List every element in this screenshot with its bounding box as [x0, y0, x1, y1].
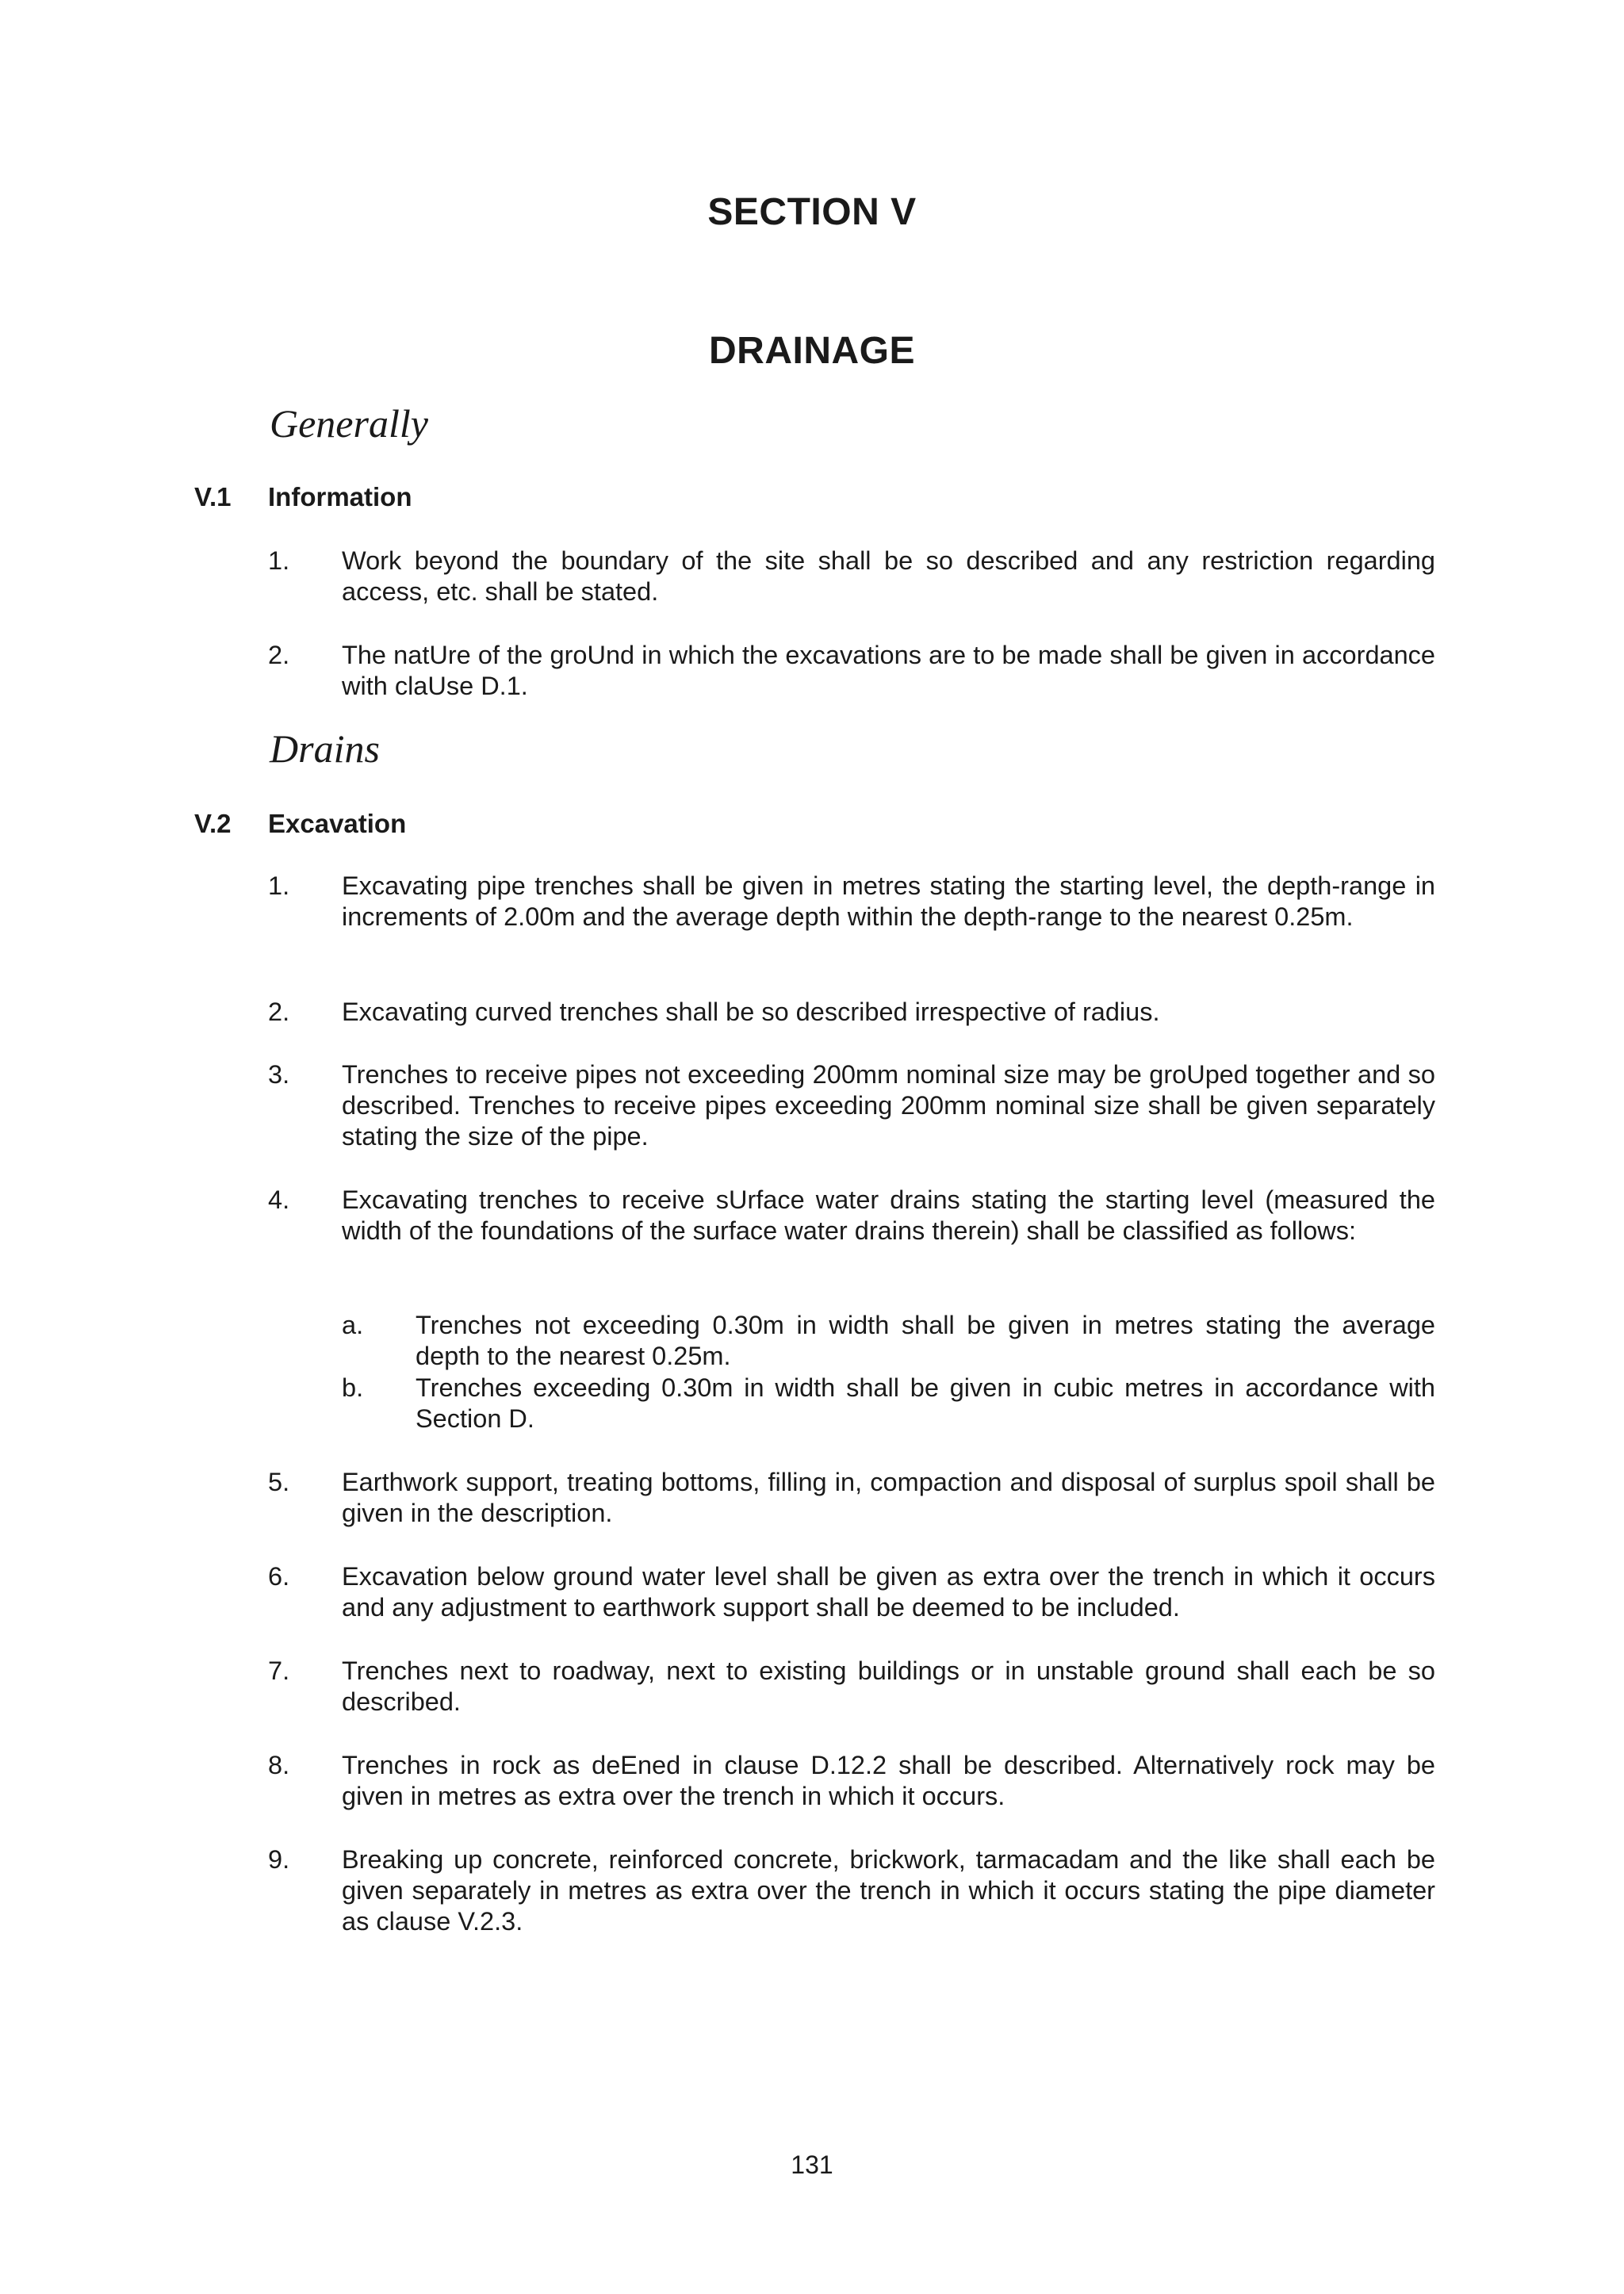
item-text: Trenches to receive pipes not exceeding 200mm nominal size may be groUped together and so described. Trenches to receive pipes exceeding 200mm nominal size shall be given separately stating the size of the pipe. — [342, 1060, 1435, 1151]
item-number: 2. — [268, 998, 290, 1026]
clause-v1-heading — [194, 482, 412, 512]
clause-v2-heading — [194, 809, 406, 839]
clause-number: V.1 — [194, 482, 232, 511]
item-text: Excavation below ground water level shall be given as extra over the trench in which it occurs and any adjustment to earthwork support shall be deemed to be included. — [342, 1562, 1435, 1622]
item-text: Excavating curved trenches shall be so described irrespective of radius. — [342, 998, 1160, 1026]
item-text: Breaking up concrete, reinforced concrete, brickwork, tarmacadam and the like shall each be given separately in metres as extra over the trench in which it occurs stating the pipe diameter as clause V.2.3. — [342, 1845, 1435, 1936]
item-number: 8. — [268, 1751, 290, 1779]
sub-list-item — [342, 1310, 1435, 1372]
list-item — [268, 871, 1435, 933]
item-number: 4. — [268, 1185, 290, 1214]
item-text: Trenches in rock as deEned in clause D.12.2 shall be described. Alternatively rock may be given in metres as extra over the trench in which it occurs. — [342, 1751, 1435, 1810]
item-number: 6. — [268, 1562, 290, 1591]
item-number: 5. — [268, 1468, 290, 1496]
item-number: 2. — [268, 641, 290, 669]
item-text: Excavating trenches to receive sUrface water drains stating the starting level (measured the width of the foundations of the surface water drains therein) shall be classified as follows: — [342, 1185, 1435, 1245]
list-item — [268, 546, 1435, 607]
item-text: Trenches next to roadway, next to existing buildings or in unstable ground shall each be so described. — [342, 1656, 1435, 1716]
list-item — [268, 1844, 1435, 1937]
list-item — [268, 640, 1435, 702]
section-name: DRAINAGE — [708, 330, 915, 372]
clause-number: V.2 — [194, 809, 232, 838]
item-number: 3. — [268, 1060, 290, 1089]
page-number: 131 — [791, 2150, 833, 2179]
sub-item-text: Trenches not exceeding 0.30m in width shall be given in metres stating the average depth to the nearest 0.25m. — [416, 1311, 1435, 1370]
clause-title: Information — [268, 482, 412, 511]
item-text: Excavating pipe trenches shall be given in metres stating the starting level, the depth-range in increments of 2.00m and the average depth within the depth-range to the nearest 0.25m. — [342, 871, 1435, 931]
sub-item-letter: b. — [342, 1373, 364, 1402]
list-item — [268, 1561, 1435, 1623]
list-item — [268, 1185, 1435, 1247]
list-item — [268, 1750, 1435, 1812]
item-number: 7. — [268, 1656, 290, 1685]
item-number: 1. — [268, 546, 290, 575]
item-text: The natUre of the groUnd in which the excavations are to be made shall be given in accordance with claUse D.1. — [342, 641, 1435, 700]
sub-item-text: Trenches exceeding 0.30m in width shall be given in cubic metres in accordance with Section D. — [416, 1373, 1435, 1433]
sub-item-letter: a. — [342, 1311, 364, 1339]
list-item — [268, 1059, 1435, 1152]
item-number: 9. — [268, 1845, 290, 1874]
sub-list-item — [342, 1373, 1435, 1434]
list-item — [268, 1656, 1435, 1718]
item-text: Work beyond the boundary of the site shall be so described and any restriction regarding access, etc. shall be stated. — [342, 546, 1435, 606]
heading-generally: Generally — [270, 401, 428, 446]
item-number: 1. — [268, 871, 290, 900]
heading-drains: Drains — [270, 726, 380, 771]
section-title: SECTION V — [707, 191, 917, 233]
clause-title: Excavation — [268, 809, 407, 838]
list-item — [268, 1467, 1435, 1529]
item-text: Earthwork support, treating bottoms, filling in, compaction and disposal of surplus spoil shall be given in the description. — [342, 1468, 1435, 1527]
list-item — [268, 997, 1435, 1028]
